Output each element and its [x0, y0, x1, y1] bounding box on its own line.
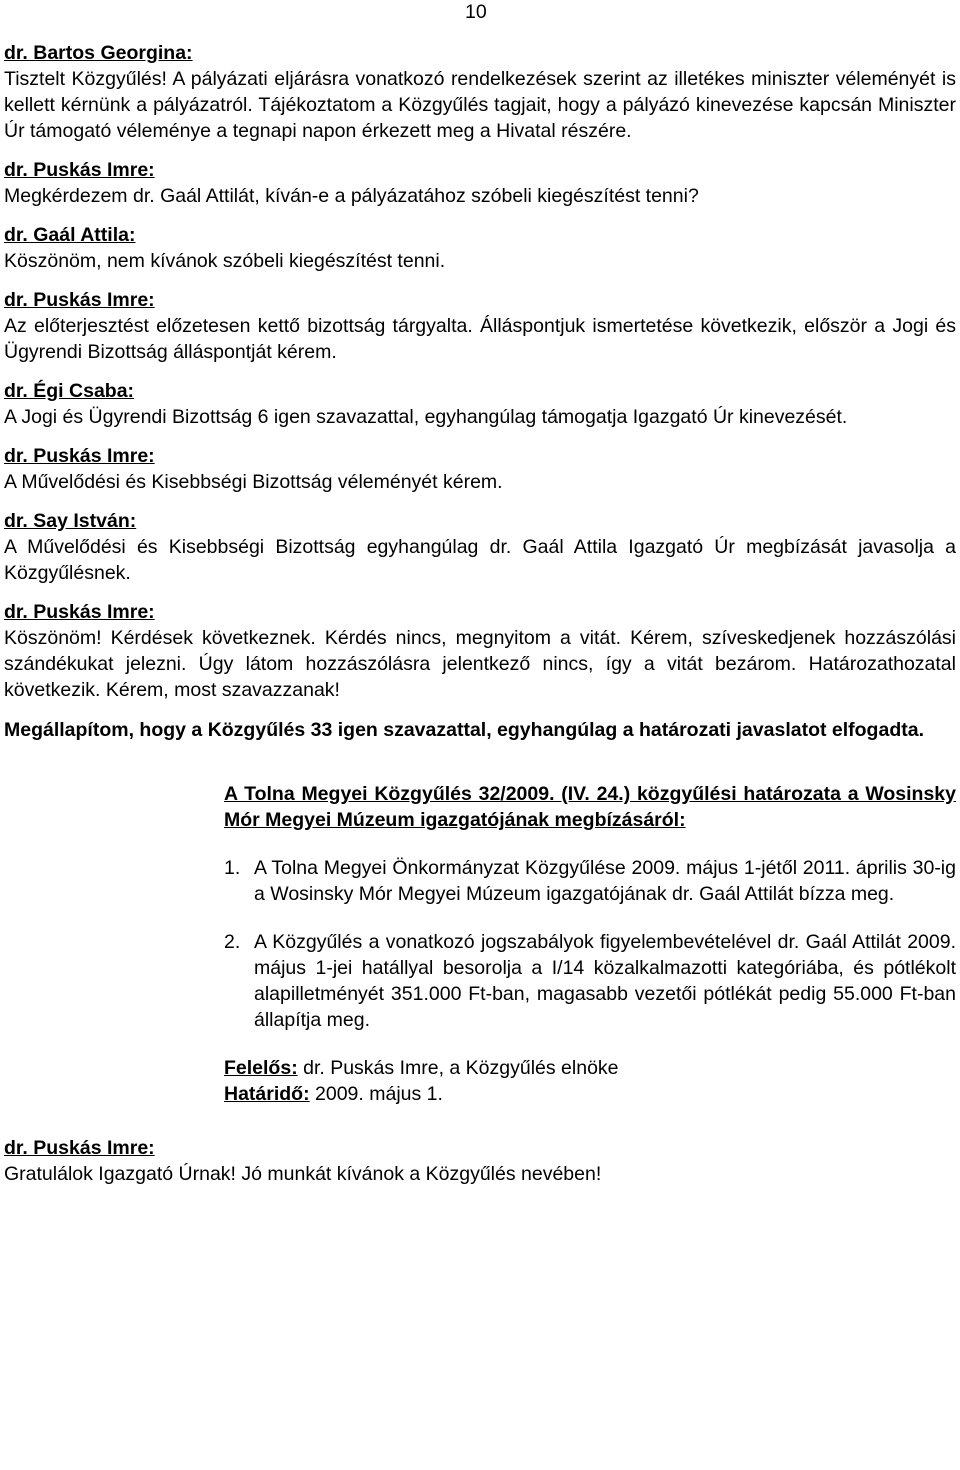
speaker-name: dr. Puskás Imre:: [4, 1137, 155, 1159]
deadline-value: 2009. május 1.: [309, 1083, 443, 1105]
speech-block: [4, 443, 956, 495]
item-text: A Tolna Megyei Önkormányzat Közgyűlése 2009. május 1-jétől 2011. április 30-ig a Wosinsky Mór Megyei Múzeum igazgatójának dr. Gaál Attilát bízza meg.: [254, 857, 956, 905]
speech-text: Köszönöm! Kérdések következnek. Kérdés nincs, megnyitom a vitát. Kérem, szíveskedjenek hozzászólási szándékukat jelezni. Úgy látom hozzászólásra jelentkező nincs, így a vitát bezárom. Határozathozatal következik. Kérem, most szavazzanak!: [4, 627, 956, 701]
item-number: 2.: [224, 931, 241, 953]
speech-text: A Művelődési és Kisebbségi Bizottság egyhangúlag dr. Gaál Attila Igazgató Úr megbízását javasolja a Közgyűlésnek.: [4, 536, 956, 584]
responsible-line: [224, 1055, 956, 1081]
document-body: [4, 40, 956, 1200]
speaker-name: dr. Égi Csaba:: [4, 380, 135, 402]
speech-block: [4, 508, 956, 586]
speech-block: [4, 1135, 956, 1187]
speech-block: [4, 222, 956, 274]
speaker-name: dr. Say István:: [4, 510, 137, 532]
speaker-name: dr. Gaál Attila:: [4, 224, 136, 246]
speech-text: Az előterjesztést előzetesen kettő bizottság tárgyalta. Álláspontjuk ismertetése következik, először a Jogi és Ügyrendi Bizottság álláspontját kérem.: [4, 315, 956, 363]
speech-text: Köszönöm, nem kívánok szóbeli kiegészítést tenni.: [4, 250, 446, 272]
item-number: 1.: [224, 857, 241, 879]
voting-conclusion: Megállapítom, hogy a Közgyűlés 33 igen szavazattal, egyhangúlag a határozati javaslatot elfogadta.: [4, 719, 924, 741]
speech-block: [4, 40, 956, 144]
deadline-label: Határidő:: [224, 1083, 310, 1105]
speech-text: A Jogi és Ügyrendi Bizottság 6 igen szavazattal, egyhangúlag támogatja Igazgató Úr kinevezését.: [4, 406, 848, 428]
speech-block: [4, 157, 956, 209]
page-number: 10: [465, 1, 487, 23]
resolution-title: A Tolna Megyei Közgyűlés 32/2009. (IV. 24.) közgyűlési határozata a Wosinsky Mór Megyei Múzeum igazgatójának megbízásáról:: [224, 783, 956, 831]
resolution-item: [224, 855, 956, 907]
item-text: A Közgyűlés a vonatkozó jogszabályok figyelembevételével dr. Gaál Attilát 2009. május 1-jei hatállyal besorolja a I/14 közalkalmazotti kategóriába, és pótlékolt alapilletményét 351.000 Ft-ban, magasabb vezetői pótlékát pedig 55.000 Ft-ban állapítja meg.: [254, 931, 956, 1031]
speech-text: Megkérdezem dr. Gaál Attilát, kíván-e a pályázatához szóbeli kiegészítést tenni?: [4, 185, 699, 207]
speaker-name: dr. Bartos Georgina:: [4, 42, 193, 64]
speech-text: Gratulálok Igazgató Úrnak! Jó munkát kívánok a Közgyűlés nevében!: [4, 1163, 602, 1185]
resolution: [224, 781, 956, 1107]
speech-block: [4, 599, 956, 703]
responsible-value: dr. Puskás Imre, a Közgyűlés elnöke: [297, 1057, 619, 1079]
speech-block: [4, 287, 956, 365]
speech-block: [4, 378, 956, 430]
speech-text: A Művelődési és Kisebbségi Bizottság véleményét kérem.: [4, 471, 503, 493]
resolution-footer: [224, 1055, 956, 1107]
responsible-label: Felelős:: [224, 1057, 298, 1079]
speaker-name: dr. Puskás Imre:: [4, 289, 155, 311]
speaker-name: dr. Puskás Imre:: [4, 601, 155, 623]
speaker-name: dr. Puskás Imre:: [4, 445, 155, 467]
speaker-name: dr. Puskás Imre:: [4, 159, 155, 181]
deadline-line: [224, 1081, 956, 1107]
speech-text: Tisztelt Közgyűlés! A pályázati eljárásra vonatkozó rendelkezések szerint az illetékes miniszter véleményét is kellett kérnünk a pályázatról. Tájékoztatom a Közgyűlés tagjait, hogy a pályázó kinevezése kapcsán Miniszter Úr támogató véleménye a tegnapi napon érkezett meg a Hivatal részére.: [4, 68, 956, 142]
resolution-item: [224, 929, 956, 1033]
